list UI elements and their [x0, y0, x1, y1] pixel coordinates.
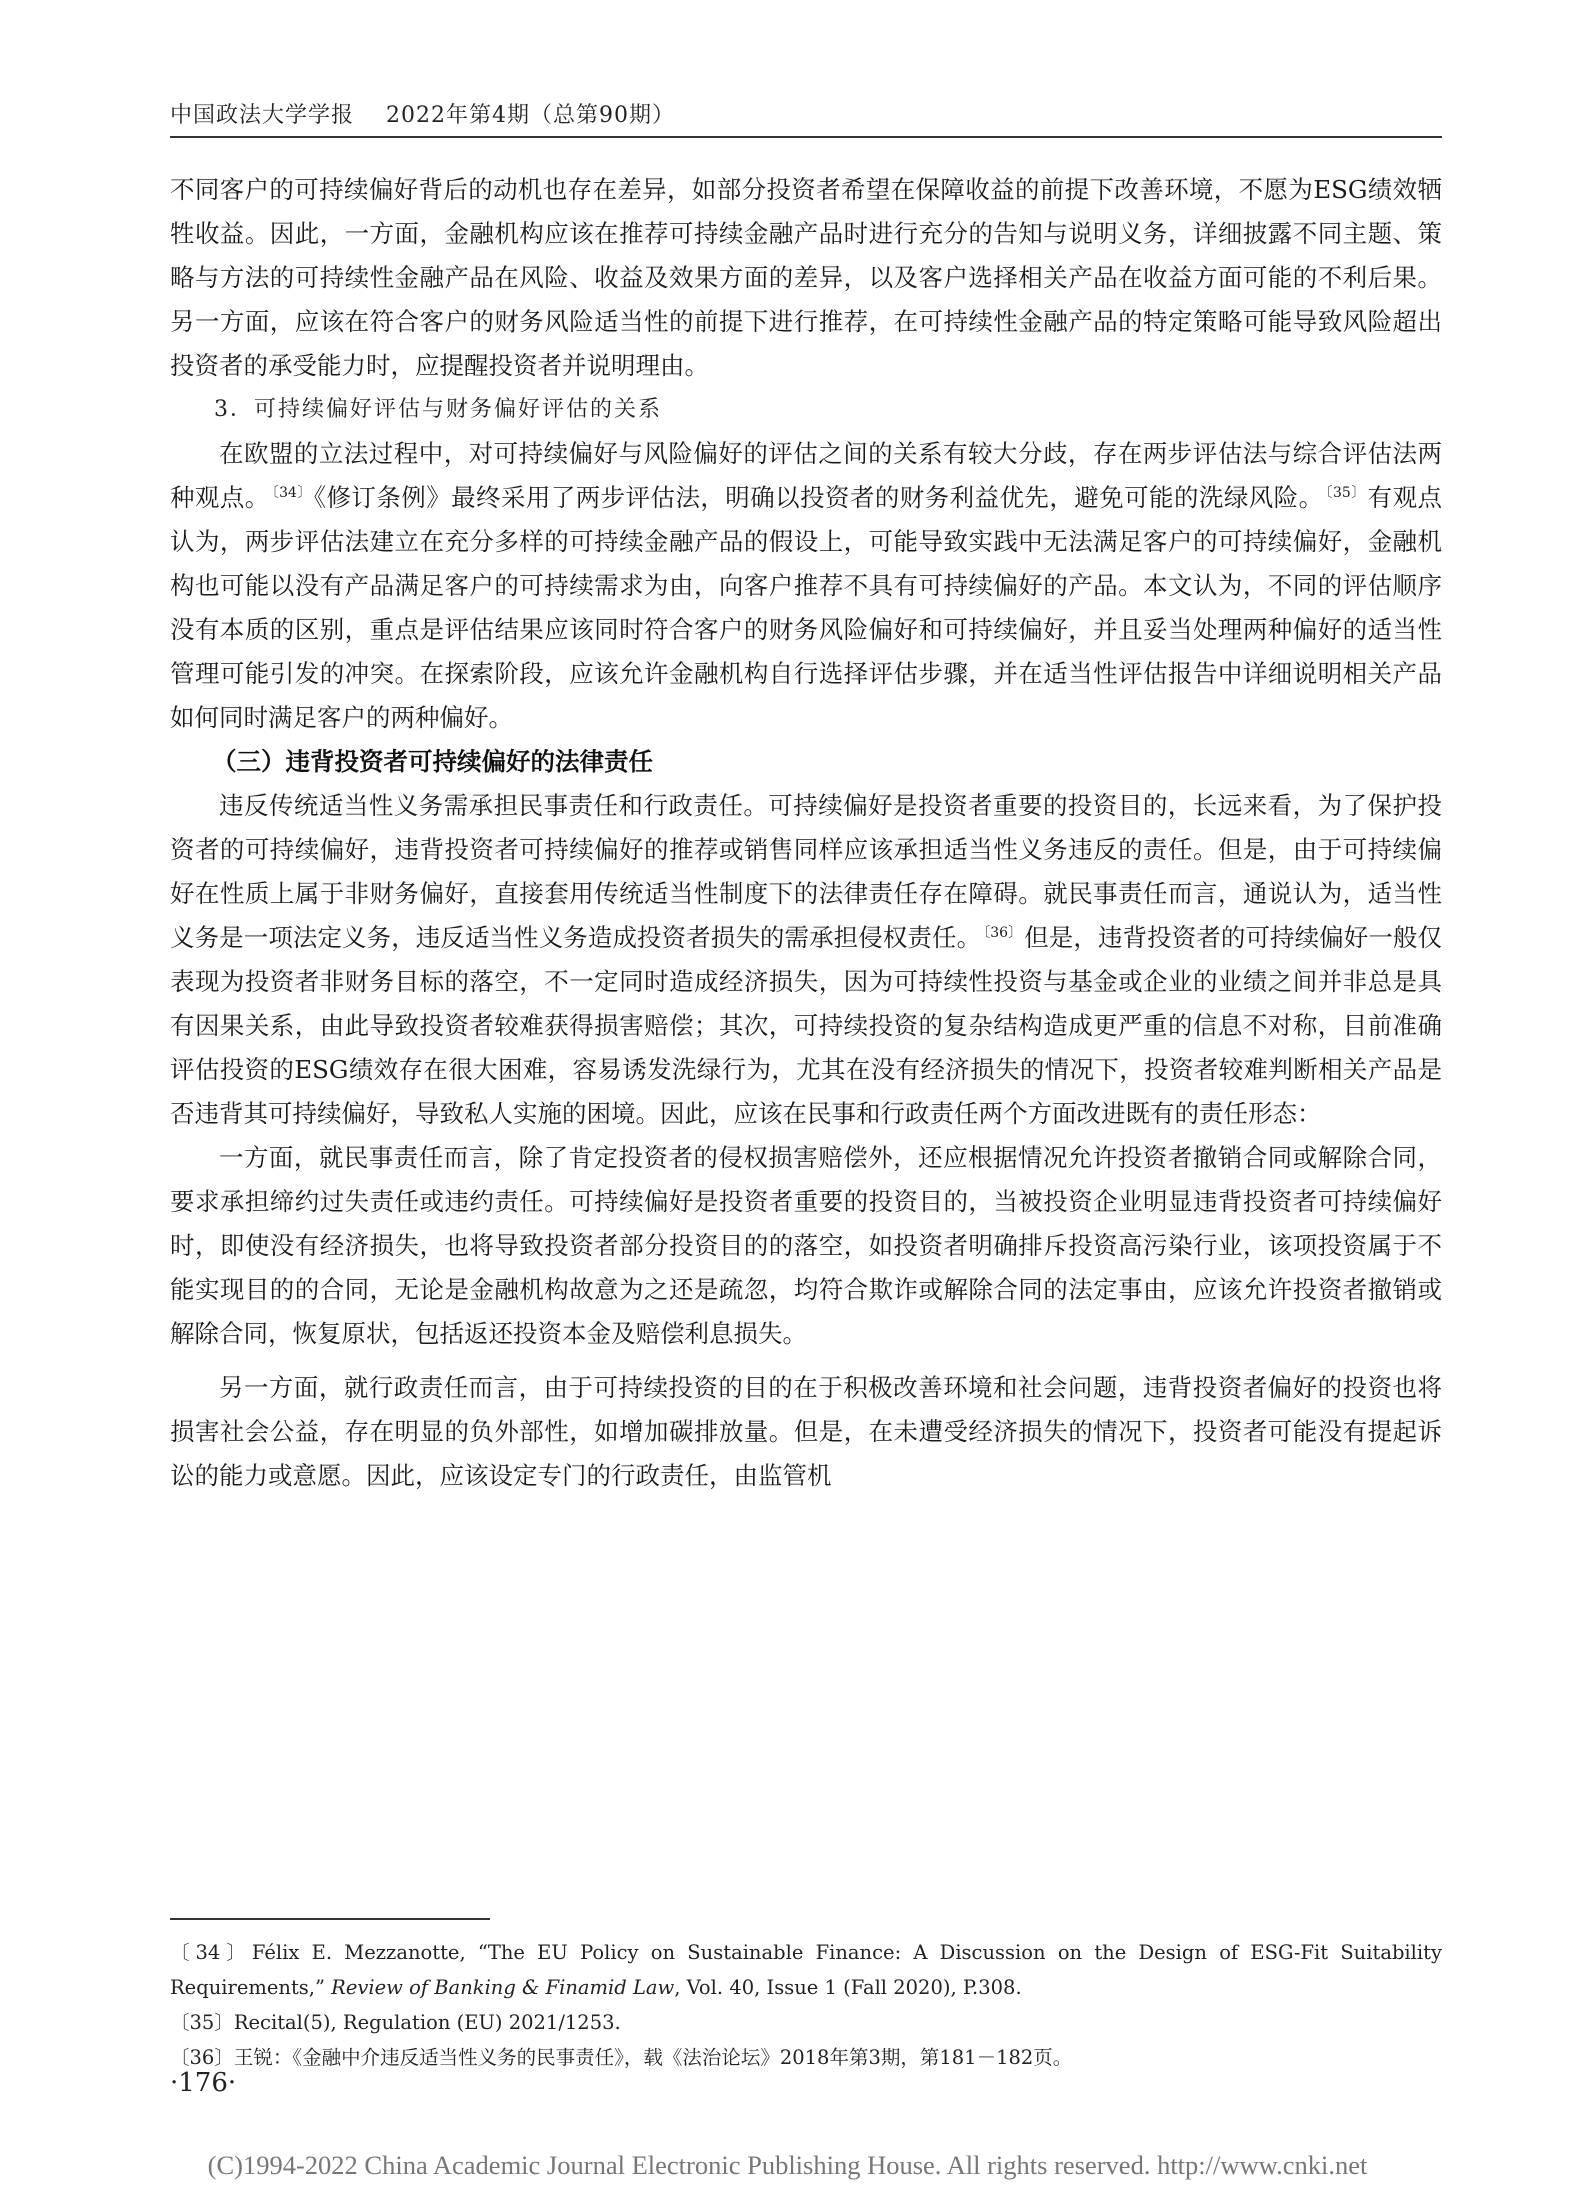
section-heading: （三）违背投资者可持续偏好的法律责任 [212, 747, 653, 776]
paragraph-text: 《修订条例》最终采用了两步评估法，明确以投资者的财务利益优先，避免可能的洗绿风险。 [313, 483, 1324, 512]
copyright-footer[interactable]: (C)1994-2022 China Academic Journal Electronic Publishing House. All rights reserved. http://www.cnki.net [207, 2150, 1368, 2180]
page-number: ·176· [170, 2068, 237, 2098]
paragraph-civil-liability: 一方面，就民事责任而言，除了肯定投资者的侵权损害赔偿外，还应根据情况允许投资者撤销合同或解除合同，要求承担缔约过失责任或违约责任。可持续偏好是投资者重要的投资目的，当被投资企业明显违背投资者可持续偏好时，即使没有经济损失，也将导致投资者部分投资目的的落空，如投资者明确排斥投资高污染行业，该项投资属于不能实现目的的合同，无论是金融机构故意为之还是疏忽，均符合欺诈或解除合同的法定事由，应该允许投资者撤销或解除合同，恢复原状，包括返还投资本金及赔偿利息损失。 [170, 1143, 1442, 1348]
journal-name: 中国政法大学学报 [170, 103, 355, 128]
paragraph-administrative-liability: 另一方面，就行政责任而言，由于可持续投资的目的在于积极改善环境和社会问题，违背投资者偏好的投资也将损害社会公益，存在明显的负外部性，如增加碳排放量。但是，在未遭受经济损失的情况下，投资者可能没有提起诉讼的能力或意愿。因此，应该设定专门的行政责任，由监管机 [170, 1373, 1442, 1490]
header-rule [170, 136, 1442, 138]
footnote-36: 〔36〕王锐：《金融中介违反适当性义务的民事责任》，载《法治论坛》2018年第3期，第181－182页。 [170, 2046, 1073, 2069]
paragraph-text: 有观点认为，两步评估法建立在充分多样的可持续金融产品的假设上，可能导致实践中无法满足客户的可持续偏好，金融机构也可能以没有产品满足客户的可持续需求为由，向客户推荐不具有可持续偏好的产品。本文认为，不同的评估顺序没有本质的区别，重点是评估结果应该同时符合客户的财务风险偏好和可持续偏好，并且妥当处理两种偏好的适当性管理可能引发的冲突。在探索阶段，应该允许金融机构自行选择评估步骤，并在适当性评估报告中详细说明相关产品如何同时满足客户的两种偏好。 [170, 483, 1442, 732]
footnote-35: 〔35〕Recital(5), Regulation (EU) 2021/1253. [170, 2011, 621, 2034]
subsection-heading: 3．可持续偏好评估与财务偏好评估的关系 [214, 397, 662, 422]
paragraph-assessment-relation [170, 432, 1442, 740]
paragraph-continuation: 不同客户的可持续偏好背后的动机也存在差异，如部分投资者希望在保障收益的前提下改善环境，不愿为ESG绩效牺牲收益。因此，一方面，金融机构应该在推荐可持续金融产品时进行充分的告知与说明义务，详细披露不同主题、策略与方法的可持续性金融产品在风险、收益及效果方面的差异，以及客户选择相关产品在收益方面可能的不利后果。另一方面，应该在符合客户的财务风险适当性的前提下进行推荐，在可持续性金融产品的特定策略可能导致风险超出投资者的承受能力时，应提醒投资者并说明理由。 [170, 175, 1442, 380]
paragraph-text: 违反传统适当性义务需承担民事责任和行政责任。可持续偏好是投资者重要的投资目的，长远来看，为了保护投资者的可持续偏好，违背投资者可持续偏好的推荐或销售同样应该承担适当性义务违反的责任。但是，由于可持续偏好在性质上属于非财务偏好，直接套用传统适当性制度下的法律责任存在障碍。就民事责任而言，通说认为，适当性义务是一项法定义务，违反适当性义务造成投资者损失的需承担侵权责任。 [170, 791, 1442, 952]
paragraph-text: 在欧盟的立法过程中，对可持续偏好与风险偏好的评估之间的关系有较大分歧，存在两步评估法与综合评估法两种观点。 [170, 439, 1442, 512]
footnote-34 [170, 1935, 1442, 2005]
footnote-text: , Vol. 40, Issue 1 (Fall 2020), P.308. [674, 1976, 1022, 1999]
footnote-ref-36[interactable]: 〔36〕 [983, 925, 1023, 941]
article-body [170, 168, 1442, 1498]
paragraph-text: 但是，违背投资者的可持续偏好一般仅表现为投资者非财务目标的落空，不一定同时造成经济损失，因为可持续性投资与基金或企业的业绩之间并非总是具有因果关系，由此导致投资者较难获得损害赔偿；其次，可持续投资的复杂结构造成更严重的信息不对称，目前准确评估投资的ESG绩效存在很大困难，容易诱发洗绿行为，尤其在没有经济损失的情况下，投资者较难判断相关产品是否违背其可持续偏好，导致私人实施的困境。因此，应该在民事和行政责任两个方面改进既有的责任形态： [170, 923, 1443, 1128]
footnote-journal-title: Review of Banking & Finamid Law [331, 1976, 675, 1999]
footnote-ref-35[interactable]: 〔35〕 [1325, 485, 1366, 501]
paragraph-gap [170, 1356, 1442, 1366]
footnote-rule [170, 1918, 490, 1920]
running-head [170, 98, 675, 129]
issue-info: 2022年第4期（总第90期） [386, 103, 675, 128]
footnote-text: 〔34〕Félix E. Mezzanotte, “The EU Policy on Sustainable Finance: A Discussion on the Design of ESG-Fit Suitability Requirements,” [170, 1941, 1442, 1999]
footnote-ref-34[interactable]: 〔34〕 [271, 485, 312, 501]
footnotes [170, 1935, 1442, 2075]
paragraph-legal-liability [170, 784, 1442, 1136]
